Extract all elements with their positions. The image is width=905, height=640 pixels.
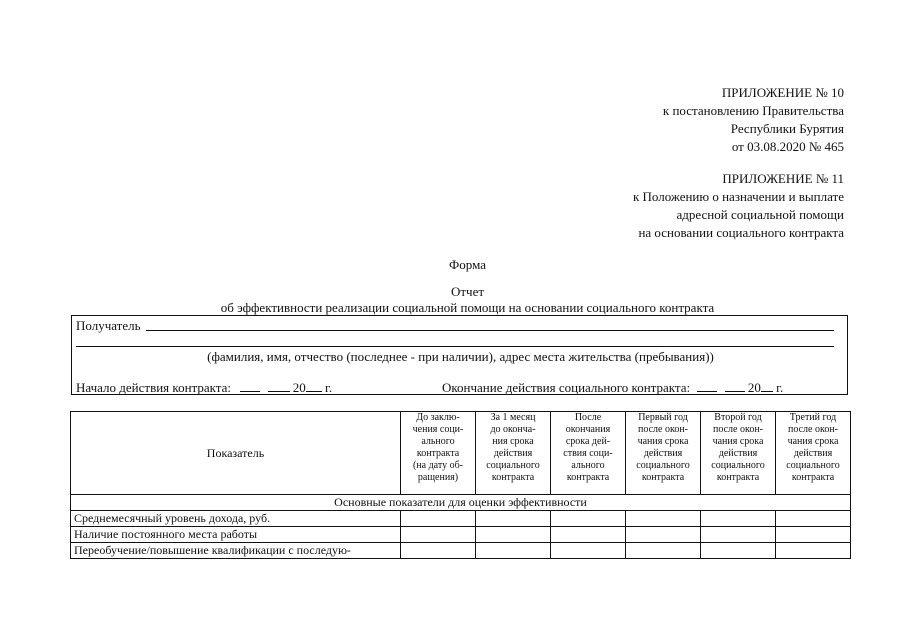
start-month-field[interactable] [268, 380, 290, 392]
table-cell[interactable] [476, 511, 551, 527]
annex-11-line3: на основании социального контракта [638, 225, 844, 240]
col-second-year-after: Второй год после окон- чания срока действия социального контракта [701, 412, 776, 495]
end-year-prefix: 20 [747, 380, 761, 395]
table-cell[interactable] [476, 527, 551, 543]
end-year-suffix: г. [776, 380, 784, 395]
section-title: Основные показатели для оценки эффективности [71, 495, 851, 511]
table-cell[interactable] [551, 527, 626, 543]
annex-11-block [524, 170, 844, 242]
recipient-address-line[interactable] [76, 346, 834, 347]
table-cell[interactable] [401, 511, 476, 527]
end-year-field[interactable] [761, 380, 773, 392]
contract-start-row [76, 379, 332, 397]
end-month-field[interactable] [725, 380, 745, 392]
table-cell[interactable] [551, 543, 626, 559]
report-title: Отчет [450, 284, 485, 299]
table-header-row [71, 412, 851, 495]
row-label-retraining: Переобучение/повышение квалификации с последую- [71, 543, 401, 559]
row-label-income: Среднемесячный уровень дохода, руб. [71, 511, 401, 527]
table-row [71, 527, 851, 543]
table-row [71, 543, 851, 559]
table-cell[interactable] [701, 543, 776, 559]
form-label: Форма [449, 257, 486, 272]
report-subtitle: об эффективности реализации социальной помощи на основании социального контракта [220, 300, 715, 315]
table-cell[interactable] [776, 543, 851, 559]
table-cell[interactable] [551, 511, 626, 527]
start-day-field[interactable] [240, 380, 260, 392]
indicator-header: Показатель [71, 412, 401, 495]
table-cell[interactable] [701, 527, 776, 543]
contract-start-label: Начало действия контракта: [76, 380, 232, 395]
start-year-prefix: 20 [292, 380, 306, 395]
recipient-box [71, 315, 848, 395]
col-one-month-before-end: За 1 месяц до оконча- ния срока действия социального контракта [476, 412, 551, 495]
section-row [71, 495, 851, 511]
table-cell[interactable] [776, 527, 851, 543]
col-before-contract: До заклю- чения соци- ального контракта (на дату об- ращения) [401, 412, 476, 495]
annex-11-heading: ПРИЛОЖЕНИЕ № 11 [722, 171, 844, 186]
start-year-suffix: г. [325, 380, 333, 395]
table-cell[interactable] [626, 543, 701, 559]
start-year-field[interactable] [306, 380, 322, 392]
annex-10-line1: к постановлению Правительства [662, 103, 844, 118]
recipient-label: Получатель [76, 318, 141, 333]
recipient-name-line[interactable] [146, 330, 834, 331]
end-day-field[interactable] [697, 380, 717, 392]
annex-10-heading: ПРИЛОЖЕНИЕ № 10 [721, 85, 844, 100]
annex-10-line2: Республики Бурятия [730, 121, 844, 136]
contract-end-row [442, 379, 783, 397]
table-cell[interactable] [476, 543, 551, 559]
table-cell[interactable] [626, 511, 701, 527]
col-third-year-after: Третий год после окон- чания срока действия социального контракта [776, 412, 851, 495]
table-cell[interactable] [626, 527, 701, 543]
col-first-year-after: Первый год после окон- чания срока действия социального контракта [626, 412, 701, 495]
annex-10-block [544, 84, 844, 156]
annex-11-line2: адресной социальной помощи [676, 207, 844, 222]
row-label-employment: Наличие постоянного места работы [71, 527, 401, 543]
table-row [71, 511, 851, 527]
table-cell[interactable] [776, 511, 851, 527]
annex-10-line3: от 03.08.2020 № 465 [731, 139, 844, 154]
annex-11-line1: к Положению о назначении и выплате [632, 189, 844, 204]
indicators-table [70, 411, 851, 559]
contract-end-label: Окончание действия социального контракта: [442, 380, 691, 395]
table-cell[interactable] [401, 543, 476, 559]
table-cell[interactable] [701, 511, 776, 527]
col-after-end: После окончания срока дей- ствия соци- ального контракта [551, 412, 626, 495]
recipient-caption: (фамилия, имя, отчество (последнее - при наличии), адрес места жительства (пребывания)) [207, 349, 714, 364]
table-cell[interactable] [401, 527, 476, 543]
